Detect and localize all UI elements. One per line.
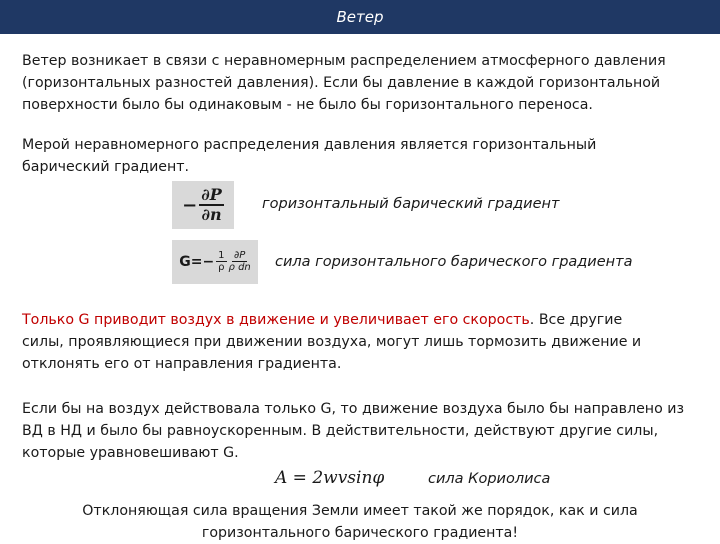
formula2-coef-den: ρ	[218, 262, 225, 274]
title-bar	[0, 0, 720, 34]
g-force-paragraph	[22, 309, 702, 375]
formula-numerator: ∂P	[201, 184, 222, 204]
formula-gradient-force	[172, 240, 258, 284]
formula-pressure-gradient	[172, 181, 234, 229]
formula2-prefix: G=−	[179, 254, 215, 270]
formula2-label: сила горизонтального барического градиента	[275, 254, 633, 270]
intro-paragraph	[22, 50, 702, 116]
measure-line: Мерой неравномерного распределения давления является горизонтальный	[22, 137, 597, 153]
coriolis-formula: A = 2wvsinφ	[275, 468, 385, 488]
formula-fraction	[199, 184, 224, 224]
g-force-line: отклонять его от направления градиента.	[22, 356, 342, 372]
g-only-line: которые уравновешивают G.	[22, 445, 239, 461]
intro-line: Ветер возникает в связи с неравномерным распределением атмосферного давления	[22, 53, 666, 69]
conclusion-line: Отклоняющая сила вращения Земли имеет такой же порядок, как и сила	[82, 503, 638, 519]
intro-line: (горизонтальных разностей давления). Если бы давление в каждой горизонтальной	[22, 75, 661, 91]
g-force-highlight: Только G приводит воздух в движение и увеличивает его скорость	[22, 312, 530, 328]
formula-denominator: ∂n	[201, 204, 222, 224]
g-force-line: силы, проявляющиеся при движении воздуха, могут лишь тормозить движение и	[22, 334, 642, 350]
formula2-coefficient	[216, 251, 226, 274]
conclusion-paragraph	[0, 500, 720, 544]
formula1-label: горизонтальный барический градиент	[262, 196, 560, 212]
formula2-denominator: ρ dn	[228, 262, 251, 274]
conclusion-line: горизонтального барического градиента!	[201, 525, 519, 541]
formula-sign: −	[182, 194, 198, 216]
measure-line: барический градиент.	[22, 159, 190, 175]
intro-line: поверхности было бы одинаковым - не было бы горизонтального переноса.	[22, 97, 593, 113]
measure-paragraph	[22, 134, 702, 178]
g-only-paragraph	[22, 398, 702, 464]
g-force-line	[22, 309, 702, 331]
g-force-line1-rest: . Все другие	[529, 312, 623, 328]
formula2-numerator: ∂P	[234, 249, 246, 261]
formula2-coef-num: 1	[218, 249, 225, 261]
formula2-fraction	[229, 251, 251, 274]
coriolis-label: сила Кориолиса	[428, 471, 551, 487]
g-only-line: ВД в НД и было бы равноускоренным. В действительности, действуют другие силы,	[22, 423, 659, 439]
page-title: Ветер	[336, 8, 384, 26]
g-only-line: Если бы на воздух действовала только G, то движение воздуха было бы направлено из	[22, 401, 685, 417]
